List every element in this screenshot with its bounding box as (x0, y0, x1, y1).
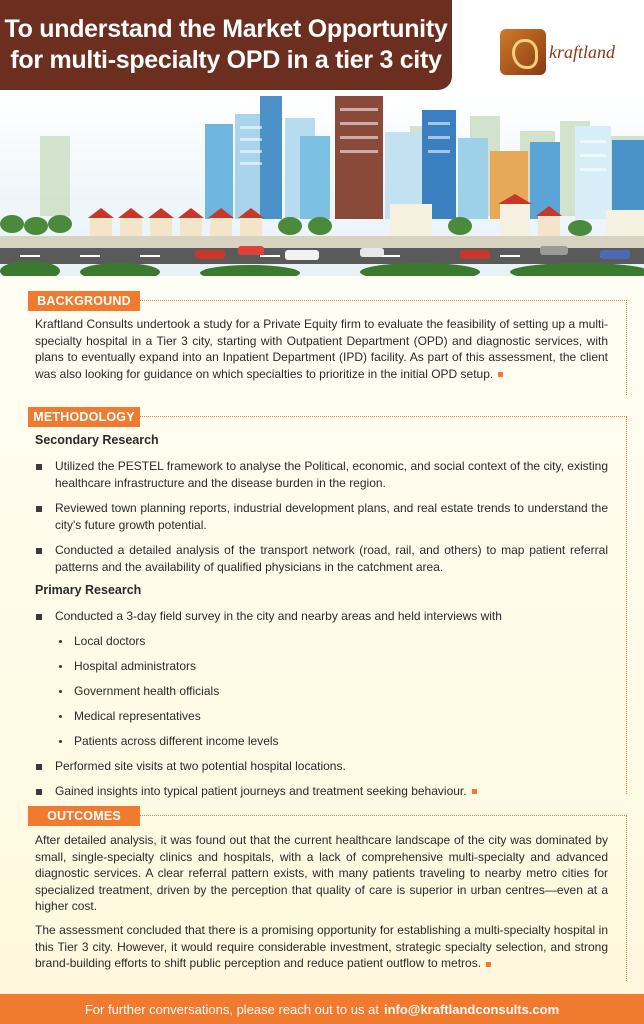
primary-research-item (35, 783, 477, 800)
methodology-section-label: METHODOLOGY (28, 407, 140, 427)
kraftland-logo (500, 28, 630, 76)
interviewee-item: Hospital administrators (57, 658, 196, 674)
background-section-label: BACKGROUND (28, 291, 140, 311)
secondary-research-item: Reviewed town planning reports, industrial development plans, and real estate trends to understand the city's future growth potential. (35, 500, 608, 533)
header (0, 0, 644, 96)
outcomes-paragraph-1: After detailed analysis, it was found out that the current healthcare landscape of the city was dominated by small, single-specialty clinics and hospitals, with a lack of comprehensive multi-specialty and advanced diagnostic services. A clear referral pattern exists, with many patients traveling to nearby metro cities for specialized treatment, driven by the perception that quality of care is superior in urban centres—even at a higher cost. (35, 833, 608, 914)
secondary-research-item: Utilized the PESTEL framework to analyse the Political, economic, and social context of the city, existing healthcare infrastructure and the disease burden in the region. (35, 458, 608, 491)
outcomes-section-label: OUTCOMES (28, 806, 140, 826)
logo-icon (500, 29, 546, 75)
section-end-marker (472, 789, 477, 794)
background-text: Kraftland Consults undertook a study for a Private Equity firm to evaluate the feasibility of setting up a multi-specialty hospital in a Tier 3 city, starting with Outpatient Department (OPD) and diagnostic services, with plans to eventually expand into an Inpatient Department (IPD) facility. As part of this assessment, the client was also looking for guidance on which specialties to prioritize in the initial OPD setup. (35, 317, 608, 381)
logo-text: kraftland (549, 41, 615, 62)
interviewee-item: Medical representatives (57, 708, 201, 724)
secondary-research-item: Conducted a detailed analysis of the transport network (road, rail, and others) to map patient referral patterns and the availability of qualified physicians in the catchment area. (35, 542, 608, 575)
title-line-1: To understand the Market Opportunity (4, 15, 448, 43)
contact-email-link[interactable]: info@kraftlandconsults.com (383, 1001, 560, 1017)
section-end-marker (498, 372, 503, 377)
city-skyline-illustration (0, 96, 644, 276)
interviewee-item: Government health officials (57, 683, 219, 699)
title-line-2: for multi-specialty OPD in a tier 3 city (10, 46, 442, 74)
interviewee-item: Patients across different income levels (57, 733, 279, 749)
interviewee-item: Local doctors (57, 633, 145, 649)
section-end-marker (486, 962, 491, 967)
title-banner (0, 0, 452, 90)
primary-research-heading: Primary Research (35, 583, 142, 597)
footer-contact-bar (0, 994, 644, 1024)
primary-research-item: Performed site visits at two potential hospital locations. (35, 758, 608, 775)
outcomes-paragraph-2 (35, 922, 608, 972)
primary-research-intro: Conducted a 3-day field survey in the city and nearby areas and held interviews with (35, 608, 608, 625)
primary-research-item-text: Gained insights into typical patient journeys and treatment seeking behaviour. (55, 784, 467, 798)
outcomes-paragraph-2-text: The assessment concluded that there is a promising opportunity for establishing a multi-specialty hospital in this Tier 3 city. However, it would require considerable investment, strategic specialty selection, and strong brand-building efforts to shift public perception and reduce patient outflow to metros. (35, 923, 608, 971)
background-paragraph (35, 316, 608, 382)
secondary-research-heading: Secondary Research (35, 433, 159, 447)
footer-prefix: For further conversations, please reach out to us at (84, 1001, 379, 1017)
